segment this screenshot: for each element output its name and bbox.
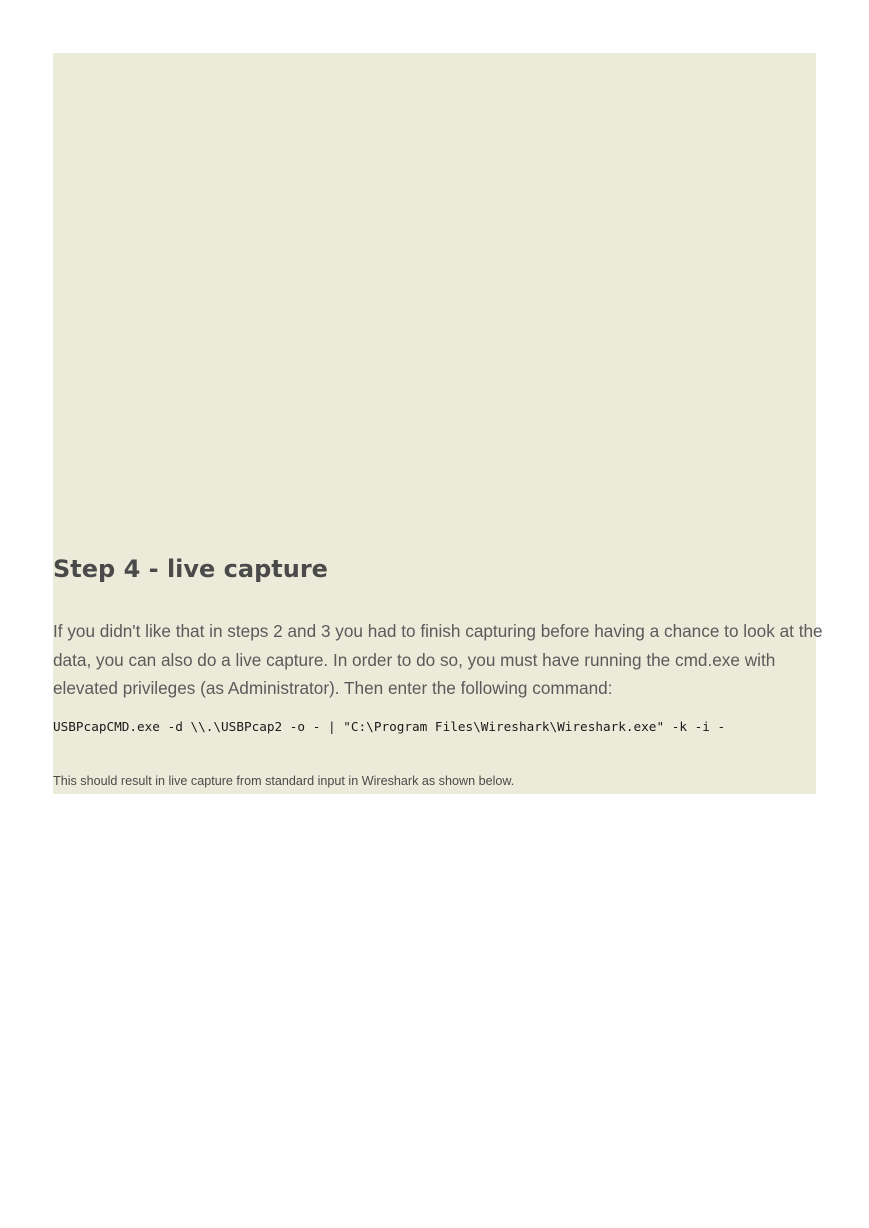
section-paragraph: If you didn't like that in steps 2 and 3 you had to finish capturing before having a chance to look at the data, you can also do a live capture. In order to do so, you must have running the cmd.exe with elevated privileges (as Administrator). Then enter the following command: — [53, 621, 823, 698]
section-heading: Step 4 - live capture — [53, 555, 328, 583]
result-note: This should result in live capture from standard input in Wireshark as shown below. — [53, 774, 515, 788]
command-code-block: USBPcapCMD.exe -d \\.\USBPcap2 -o - | "C:\Program Files\Wireshark\Wireshark.exe" -k -i - — [53, 719, 726, 734]
